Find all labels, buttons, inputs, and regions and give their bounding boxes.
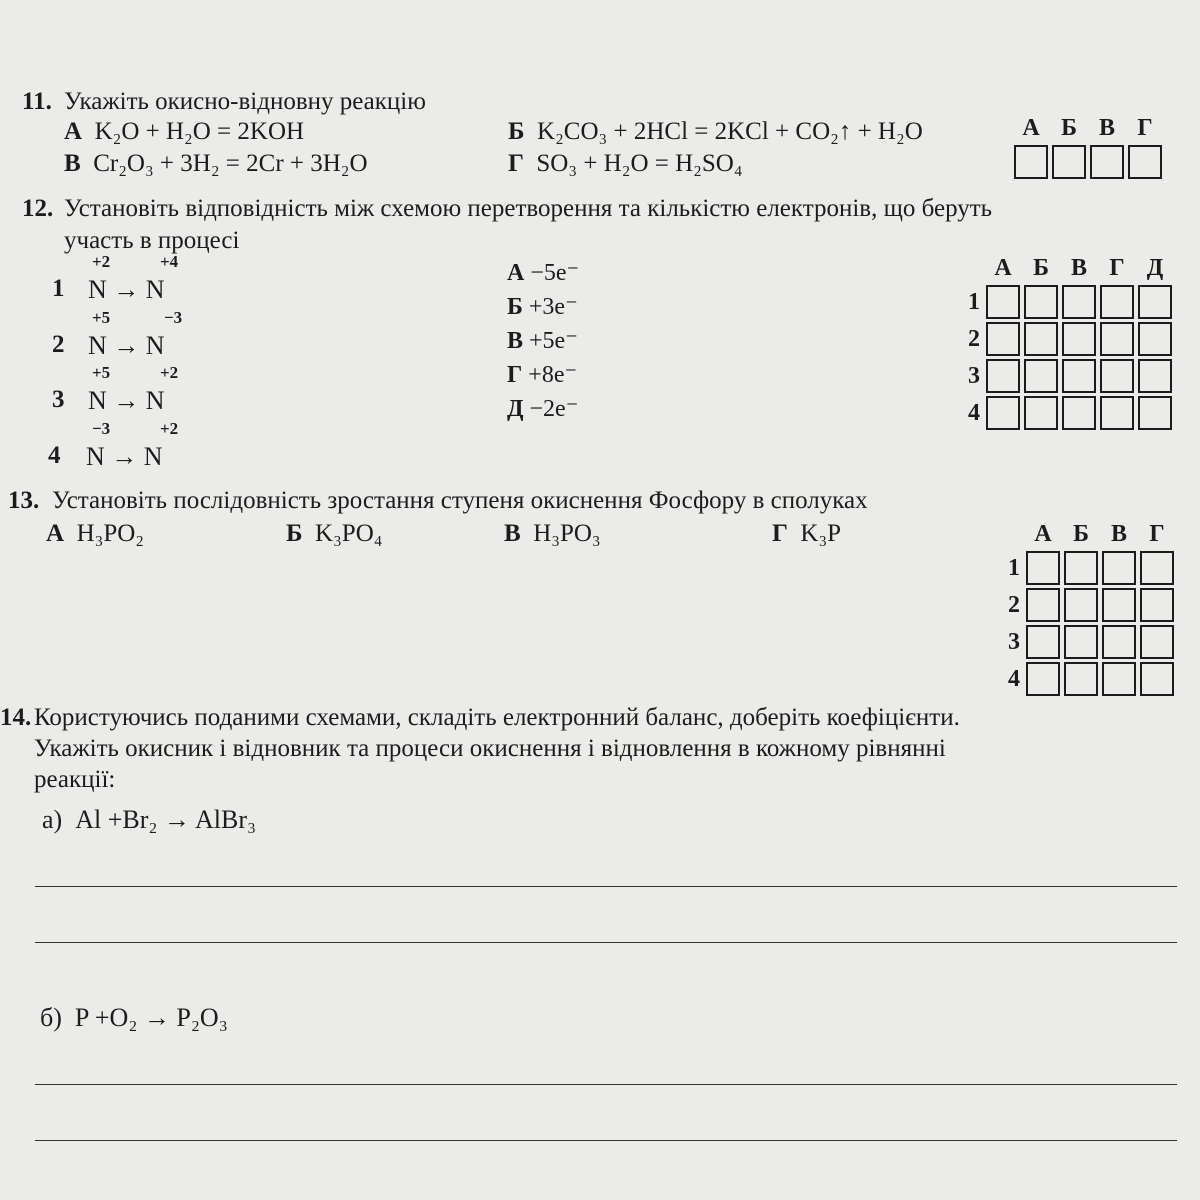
q11-option-letter: А: [64, 118, 83, 145]
grid-header: А: [1022, 115, 1040, 141]
answer-box[interactable]: [986, 359, 1020, 393]
answer-value: −2e⁻: [529, 396, 579, 422]
answer-letter: Б: [507, 294, 523, 320]
answer-box[interactable]: [1138, 396, 1172, 430]
q11-option-formula: K₂CO₃ + 2HCl = 2KCl + CO₂↑ + H₂O: [537, 118, 923, 145]
q14-prompt-line1: Користуючись поданими схемами, складіть електронний баланс, доберіть коефіцієнти.: [34, 704, 960, 731]
q12-answer-d: [507, 394, 578, 423]
q11-option-formula: K₂O + H₂O = 2KOH: [94, 118, 305, 145]
scheme-number: 1: [52, 275, 65, 302]
option-formula: K₃PO₄: [315, 520, 383, 547]
answer-value: −5e⁻: [530, 260, 580, 286]
answer-box[interactable]: [1062, 322, 1096, 356]
grid-header: В: [1098, 115, 1115, 141]
answer-line[interactable]: [35, 886, 1177, 887]
grid-header: В: [1110, 521, 1127, 547]
grid-header: Д: [1146, 255, 1164, 281]
scheme-formula: N → N: [88, 386, 165, 415]
answer-box[interactable]: [1102, 662, 1136, 696]
scheme-formula: N → N: [86, 442, 163, 471]
answer-line[interactable]: [35, 942, 1177, 943]
answer-box[interactable]: [1100, 322, 1134, 356]
q12-answer-a: [507, 258, 579, 287]
answer-box[interactable]: [986, 322, 1020, 356]
option-letter: Г: [772, 520, 788, 547]
q11-option-formula: Cr₂O₃ + 3H₂ = 2Cr + 3H₂O: [93, 150, 368, 177]
answer-box[interactable]: [1026, 662, 1060, 696]
grid-header: Б: [1033, 255, 1049, 281]
grid-row-label: 3: [1008, 628, 1020, 655]
answer-box[interactable]: [1014, 145, 1048, 179]
item-label: а): [42, 805, 63, 834]
option-formula: H₃PO₂: [76, 520, 145, 547]
grid-row-label: 3: [968, 362, 980, 389]
scheme-number: 4: [48, 442, 61, 469]
grid-row-label: 1: [968, 288, 980, 315]
grid-row-label: 2: [968, 325, 980, 352]
answer-box[interactable]: [1064, 662, 1098, 696]
answer-box[interactable]: [1138, 359, 1172, 393]
scheme-ox-from: +5: [92, 363, 111, 382]
answer-box[interactable]: [1090, 145, 1124, 179]
scheme-ox-to: +2: [160, 419, 179, 438]
option-letter: В: [504, 520, 521, 547]
answer-box[interactable]: [1064, 625, 1098, 659]
answer-box[interactable]: [1138, 322, 1172, 356]
scheme-number: 2: [52, 331, 65, 358]
q11-option-letter: Б: [508, 118, 525, 145]
q12-prompt-line1: Установіть відповідність між схемою перетворення та кількістю електронів, що беруть: [64, 195, 993, 222]
q12-answer-grid: [960, 252, 1176, 433]
answer-box[interactable]: [1140, 551, 1174, 585]
grid-header: А: [1034, 521, 1052, 547]
q11-answer-grid: [1010, 112, 1166, 182]
answer-box[interactable]: [1024, 322, 1058, 356]
grid-row-label: 2: [1008, 591, 1020, 618]
answer-box[interactable]: [986, 396, 1020, 430]
answer-box[interactable]: [1140, 588, 1174, 622]
answer-box[interactable]: [1140, 662, 1174, 696]
option-letter: Б: [286, 520, 303, 547]
answer-line[interactable]: [35, 1084, 1177, 1085]
item-formula: Al +Br₂ → AlBr₃: [75, 805, 257, 834]
answer-box[interactable]: [1128, 145, 1162, 179]
answer-box[interactable]: [986, 285, 1020, 319]
q13-option-a: [46, 520, 144, 548]
q11-option-letter: В: [64, 150, 81, 177]
q14-prompt-line3: реакції:: [34, 766, 116, 793]
answer-letter: Д: [507, 396, 524, 422]
answer-box[interactable]: [1100, 285, 1134, 319]
q13-prompt: Установіть послідовність зростання ступеня окиснення Фосфору в сполуках: [52, 487, 868, 514]
q13-option-v: [504, 520, 601, 548]
scheme-ox-to: +2: [160, 363, 179, 382]
answer-letter: А: [507, 260, 525, 286]
answer-letter: В: [507, 328, 524, 354]
answer-box[interactable]: [1062, 396, 1096, 430]
q14-item-b: [40, 1003, 228, 1033]
q12-answer-g: [507, 360, 577, 389]
q14-prompt-line2: Укажіть окисник і відновник та процеси окиснення і відновлення в кожному рівнянні: [34, 735, 946, 762]
answer-box[interactable]: [1100, 359, 1134, 393]
scheme-number: 3: [52, 386, 65, 413]
q12-prompt-line2: участь в процесі: [64, 227, 240, 254]
scheme-ox-to: −3: [164, 308, 183, 327]
scheme-formula: N → N: [88, 331, 165, 360]
answer-box[interactable]: [1026, 625, 1060, 659]
answer-line[interactable]: [35, 1140, 1177, 1141]
q13-number: 13.: [8, 487, 40, 514]
answer-box[interactable]: [1064, 551, 1098, 585]
answer-box[interactable]: [1102, 625, 1136, 659]
q13-option-b: [286, 520, 382, 548]
answer-value: +8e⁻: [528, 362, 578, 388]
q14-number: 14.: [0, 704, 32, 731]
grid-header: А: [994, 255, 1012, 281]
q11-number: 11.: [22, 88, 52, 115]
answer-box[interactable]: [1026, 588, 1060, 622]
answer-box[interactable]: [1140, 625, 1174, 659]
scheme-ox-from: −3: [92, 419, 111, 438]
scheme-ox-from: +5: [92, 308, 111, 327]
q11-option-v: [64, 150, 368, 178]
answer-box[interactable]: [1062, 285, 1096, 319]
answer-box[interactable]: [1024, 285, 1058, 319]
q11-option-g: [508, 150, 743, 178]
answer-letter: Г: [507, 362, 523, 388]
scheme-ox-from: +2: [92, 252, 111, 271]
answer-box[interactable]: [1024, 359, 1058, 393]
grid-row-label: 4: [968, 399, 980, 426]
scheme-ox-to: +4: [160, 252, 179, 271]
answer-box[interactable]: [1064, 588, 1098, 622]
item-label: б): [40, 1003, 62, 1032]
answer-box[interactable]: [1102, 551, 1136, 585]
answer-box[interactable]: [1052, 145, 1086, 179]
answer-box[interactable]: [1102, 588, 1136, 622]
q11-option-formula: SO₃ + H₂O = H₂SO₄: [536, 150, 743, 177]
scheme-formula: N → N: [88, 275, 165, 304]
q12-answer-v: [507, 326, 578, 355]
grid-header: Г: [1149, 521, 1165, 547]
answer-box[interactable]: [1100, 396, 1134, 430]
answer-box[interactable]: [1024, 396, 1058, 430]
answer-value: +5e⁻: [529, 328, 578, 354]
grid-row-label: 4: [1008, 665, 1020, 692]
answer-box[interactable]: [1026, 551, 1060, 585]
q11-option-b: [508, 118, 923, 146]
q12-answer-b: [507, 292, 578, 321]
q11-option-a: [64, 118, 304, 146]
answer-box[interactable]: [1138, 285, 1172, 319]
option-formula: K₃P: [800, 520, 842, 547]
option-formula: H₃PO₃: [533, 520, 601, 547]
option-letter: А: [46, 520, 65, 547]
grid-header: Г: [1137, 115, 1153, 141]
q11-option-letter: Г: [508, 150, 524, 177]
grid-header: Г: [1109, 255, 1125, 281]
q12-number: 12.: [22, 195, 54, 222]
grid-row-label: 1: [1008, 554, 1020, 581]
q13-option-g: [772, 520, 841, 548]
q13-answer-grid: [1000, 518, 1178, 699]
answer-value: +3e⁻: [528, 294, 578, 320]
grid-header: Б: [1073, 521, 1089, 547]
grid-header: Б: [1061, 115, 1077, 141]
q11-prompt: Укажіть окисно-відновну реакцію: [64, 88, 426, 115]
answer-box[interactable]: [1062, 359, 1096, 393]
grid-header: В: [1070, 255, 1087, 281]
q14-item-a: [42, 805, 256, 835]
item-formula: P +O₂ → P₂O₃: [74, 1003, 228, 1032]
